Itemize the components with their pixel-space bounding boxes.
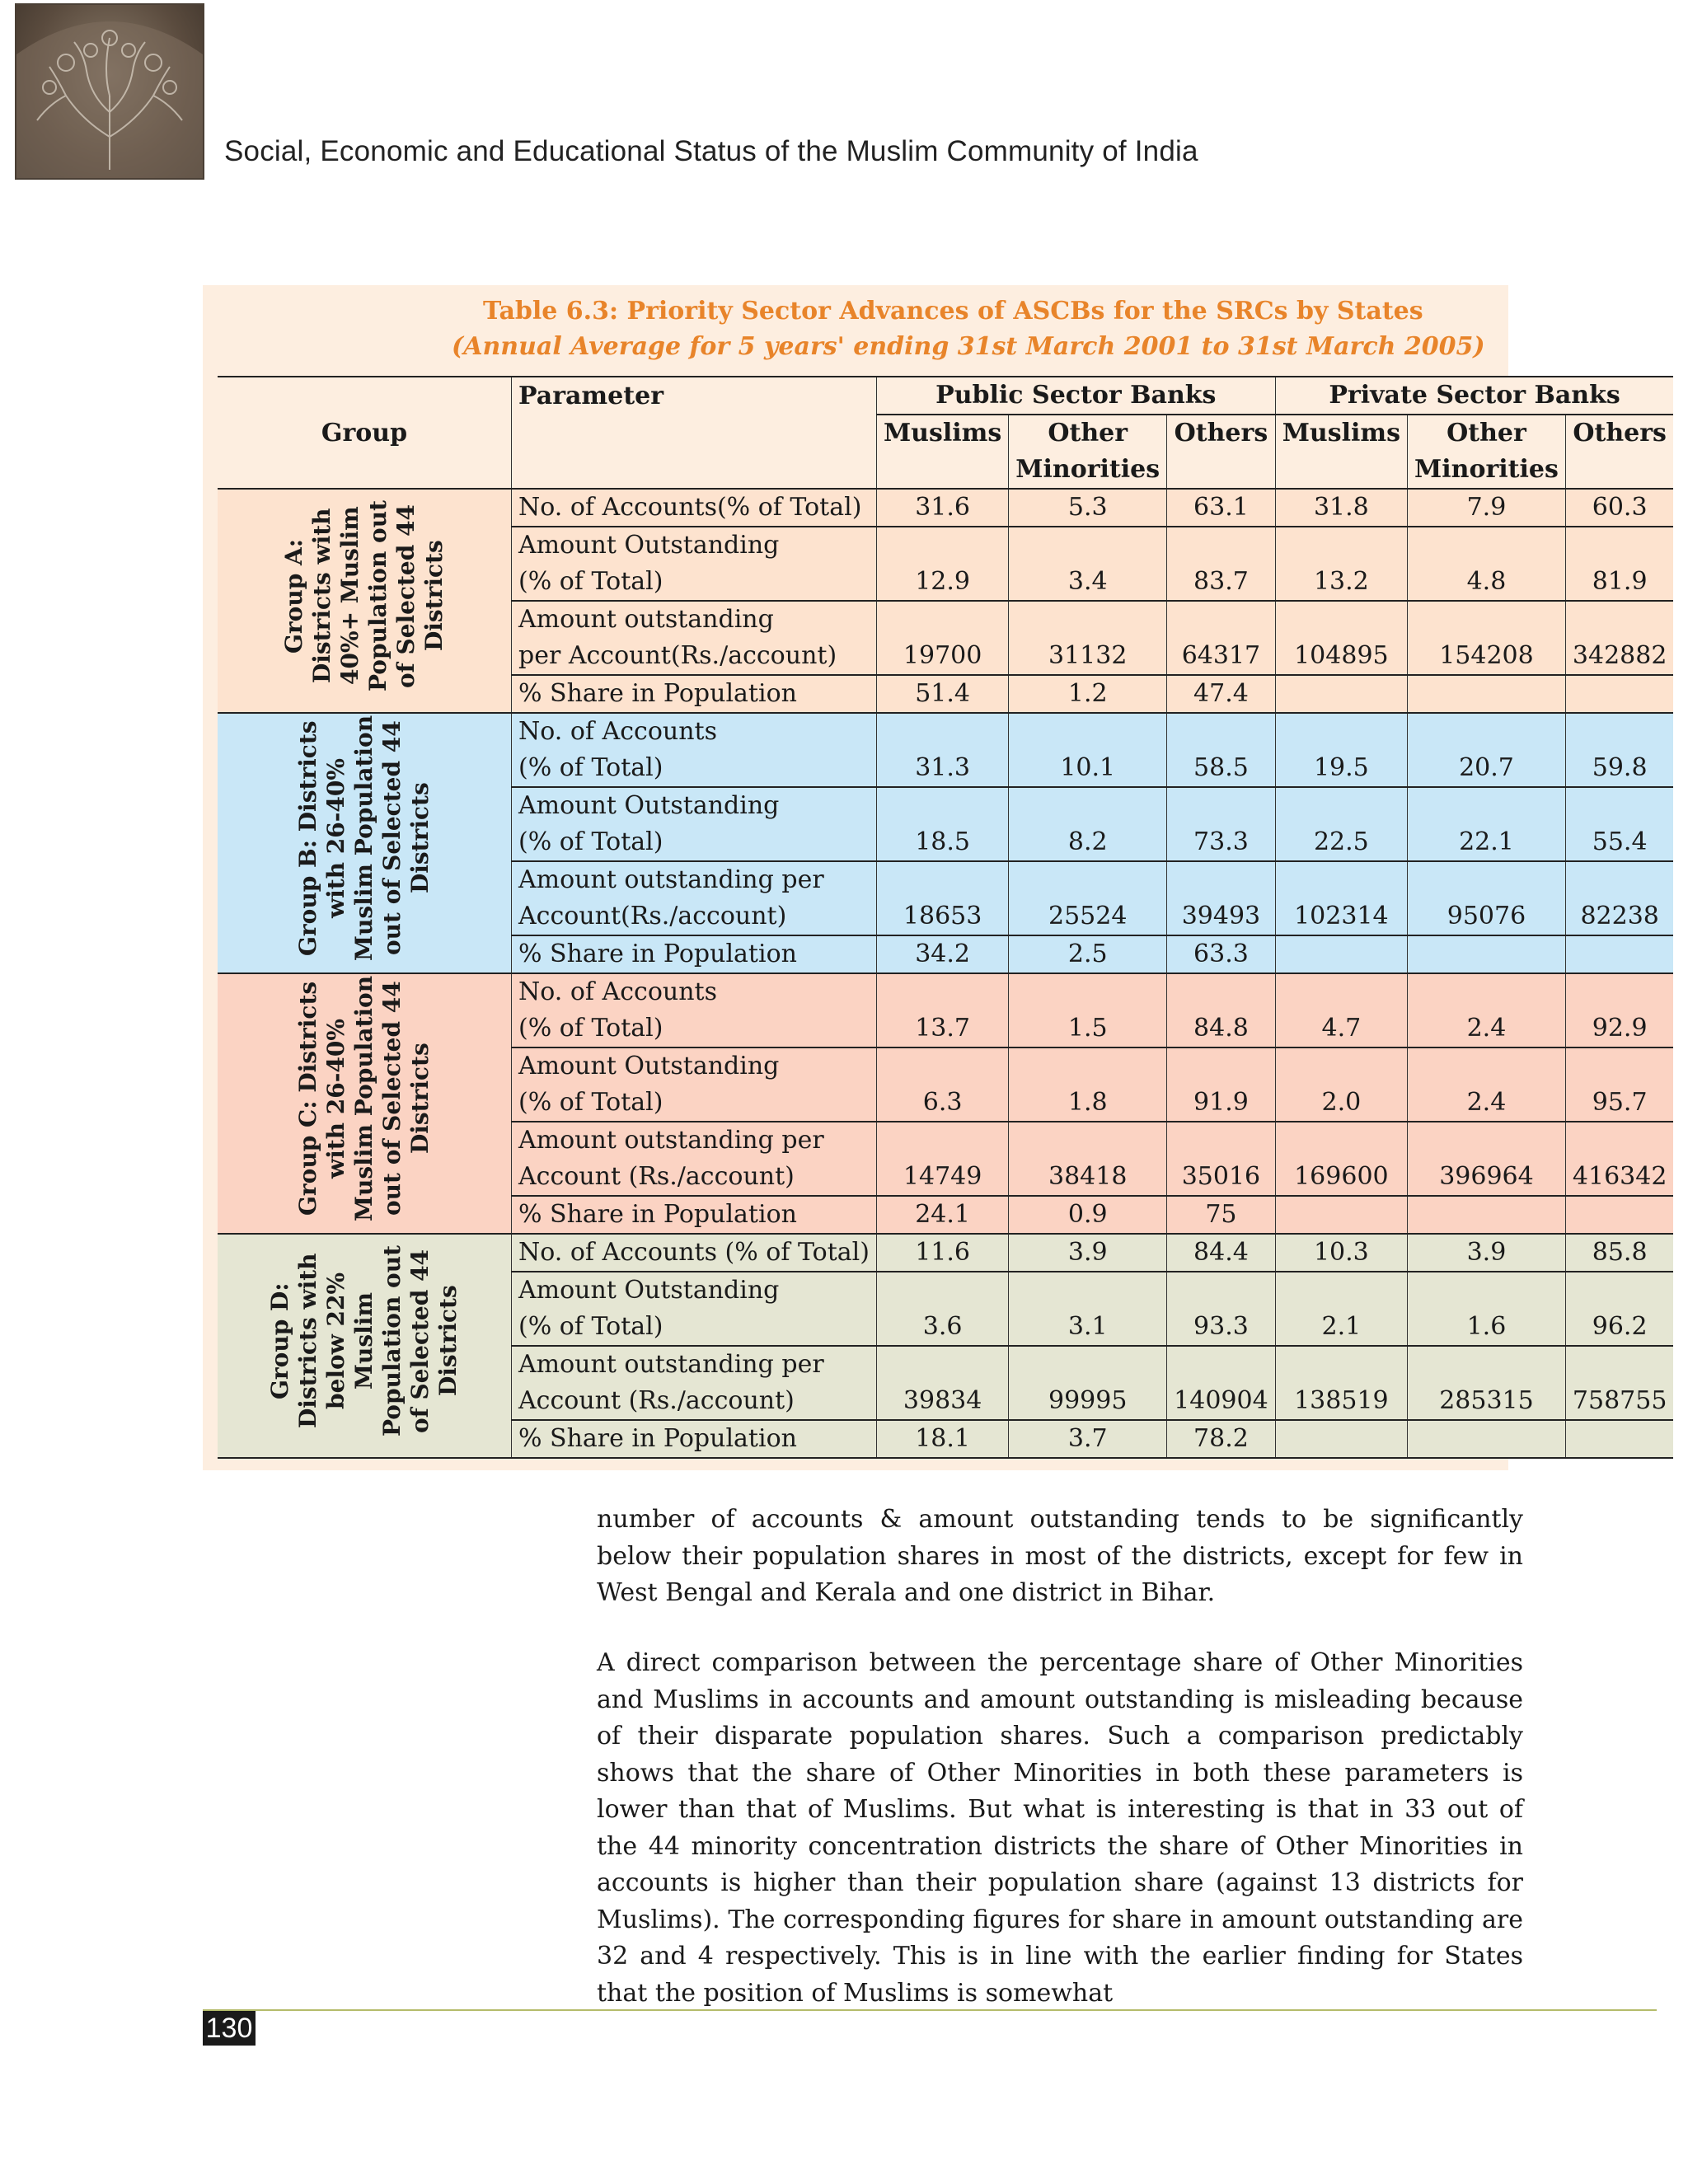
value-cell: 96.2 [1565,1309,1673,1346]
parameter-cell: Amount Outstanding [512,1272,877,1309]
value-cell [1275,675,1407,713]
value-cell: 47.4 [1167,675,1276,713]
value-cell: 59.8 [1565,750,1673,787]
value-cell: 81.9 [1565,564,1673,601]
value-cell [876,713,1008,750]
parameter-cell: No. of Accounts [512,973,877,1010]
value-cell: 39493 [1167,898,1276,935]
value-cell [1275,1272,1407,1309]
value-cell: 63.1 [1167,489,1276,527]
value-cell: 102314 [1275,898,1407,935]
value-cell: 1.5 [1009,1010,1167,1047]
value-cell: 396964 [1408,1159,1566,1196]
header-sub-col-cont: Minorities [1009,452,1167,489]
value-cell: 3.9 [1009,1234,1167,1272]
value-cell [876,973,1008,1010]
value-cell: 82238 [1565,898,1673,935]
value-cell [1408,973,1566,1010]
value-cell [1009,1346,1167,1383]
parameter-cell: (% of Total) [512,750,877,787]
value-cell: 140904 [1167,1383,1276,1420]
group-label: Group D: Districts with below 22% Muslim Population out of Selected 44 Districts [266,1244,462,1436]
value-cell: 4.7 [1275,1010,1407,1047]
value-cell [1408,861,1566,898]
value-cell [1565,527,1673,564]
value-cell: 22.1 [1408,824,1566,861]
value-cell: 95.7 [1565,1085,1673,1122]
value-cell: 2.0 [1275,1085,1407,1122]
parameter-cell: No. of Accounts (% of Total) [512,1234,877,1272]
page-number: 130 [203,2011,256,2046]
parameter-cell: Amount Outstanding [512,787,877,824]
value-cell [1167,973,1276,1010]
value-cell: 10.1 [1009,750,1167,787]
value-cell: 3.4 [1009,564,1167,601]
value-cell: 13.7 [876,1010,1008,1047]
body-paragraph: number of accounts & amount outstanding tends to be significantly below their population shares in most of the districts, except for few in West Bengal and Kerala and one district in Bihar. [597,1505,1523,1607]
header-sub-col: Other [1009,415,1167,452]
value-cell [1408,1420,1566,1458]
value-cell: 93.3 [1167,1309,1276,1346]
parameter-cell: % Share in Population [512,1420,877,1458]
value-cell: 758755 [1565,1383,1673,1420]
value-cell [1009,1122,1167,1159]
value-cell [1565,1122,1673,1159]
header-sub-col: Others [1565,415,1673,452]
value-cell: 7.9 [1408,489,1566,527]
value-cell [1565,787,1673,824]
value-cell [1009,861,1167,898]
value-cell [1408,675,1566,713]
decorative-lattice-image [15,3,204,180]
header-public-banks: Public Sector Banks [876,377,1275,415]
value-cell [1167,1122,1276,1159]
header-parameter: Parameter [512,377,877,415]
value-cell: 2.1 [1275,1309,1407,1346]
value-cell: 75 [1167,1196,1276,1234]
value-cell: 91.9 [1167,1085,1276,1122]
value-cell: 34.2 [876,935,1008,973]
value-cell [1009,787,1167,824]
value-cell: 39834 [876,1383,1008,1420]
running-header: Social, Economic and Educational Status of the Muslim Community of India [224,135,1198,167]
parameter-cell: Amount Outstanding [512,1047,877,1085]
value-cell: 95076 [1408,898,1566,935]
value-cell: 64317 [1167,638,1276,675]
value-cell: 83.7 [1167,564,1276,601]
value-cell [1565,601,1673,638]
value-cell: 25524 [1009,898,1167,935]
value-cell: 285315 [1408,1383,1566,1420]
value-cell [1167,713,1276,750]
value-cell [1275,935,1407,973]
value-cell [876,1047,1008,1085]
value-cell: 92.9 [1565,1010,1673,1047]
value-cell: 31132 [1009,638,1167,675]
value-cell: 51.4 [876,675,1008,713]
value-cell: 14749 [876,1159,1008,1196]
value-cell [1167,1047,1276,1085]
table-row [218,489,1673,527]
value-cell: 58.5 [1167,750,1276,787]
value-cell: 18.1 [876,1420,1008,1458]
value-cell [1408,1196,1566,1234]
value-cell [876,1346,1008,1383]
parameter-cell: Account(Rs./account) [512,898,877,935]
group-label: Group A: Districts with 40%+ Muslim Population out of Selected 44 Districts [280,499,448,691]
value-cell: 78.2 [1167,1420,1276,1458]
parameter-cell: % Share in Population [512,1196,877,1234]
value-cell: 3.7 [1009,1420,1167,1458]
value-cell [1009,973,1167,1010]
value-cell: 1.6 [1408,1309,1566,1346]
value-cell [1009,713,1167,750]
value-cell [1565,713,1673,750]
value-cell: 18653 [876,898,1008,935]
value-cell: 3.1 [1009,1309,1167,1346]
parameter-cell: Amount outstanding [512,601,877,638]
value-cell: 2.4 [1408,1085,1566,1122]
value-cell: 22.5 [1275,824,1407,861]
value-cell [1275,1196,1407,1234]
parameter-cell: Amount outstanding per [512,1346,877,1383]
value-cell [876,601,1008,638]
table-subtitle: (Annual Average for 5 years' ending 31st March 2001 to 31st March 2005) [452,332,1485,361]
value-cell: 3.9 [1408,1234,1566,1272]
value-cell [1408,1047,1566,1085]
header-sub-col: Muslims [876,415,1008,452]
value-cell [1275,527,1407,564]
value-cell [1408,1122,1566,1159]
parameter-cell: per Account(Rs./account) [512,638,877,675]
value-cell: 38418 [1009,1159,1167,1196]
value-cell [876,1272,1008,1309]
value-cell: 31.8 [1275,489,1407,527]
value-cell [1565,1196,1673,1234]
parameter-cell: Amount outstanding per [512,861,877,898]
header-sub-col: Other [1408,415,1566,452]
parameter-cell: Account (Rs./account) [512,1159,877,1196]
parameter-cell: % Share in Population [512,935,877,973]
table-row [218,713,1673,750]
header-sub-col-cont: Minorities [1408,452,1566,489]
value-cell [1275,1420,1407,1458]
value-cell: 6.3 [876,1085,1008,1122]
value-cell [1565,1047,1673,1085]
value-cell: 19700 [876,638,1008,675]
parameter-cell: Amount outstanding per [512,1122,877,1159]
value-cell [1565,973,1673,1010]
value-cell [876,527,1008,564]
value-cell [1275,861,1407,898]
value-cell: 2.4 [1408,1010,1566,1047]
value-cell [1009,601,1167,638]
value-cell [1408,713,1566,750]
value-cell [1275,601,1407,638]
value-cell: 84.4 [1167,1234,1276,1272]
table-row [218,1234,1673,1272]
value-cell: 85.8 [1565,1234,1673,1272]
value-cell [1565,675,1673,713]
parameter-cell: (% of Total) [512,824,877,861]
group-label: Group B: Districts with 26-40% Muslim Population out of Selected 44 Districts [294,715,434,961]
value-cell: 12.9 [876,564,1008,601]
value-cell: 35016 [1167,1159,1276,1196]
table-title: Table 6.3: Priority Sector Advances of ASCBs for the SRCs by States [483,297,1423,326]
value-cell: 2.5 [1009,935,1167,973]
value-cell: 10.3 [1275,1234,1407,1272]
value-cell [1275,1122,1407,1159]
value-cell [1408,601,1566,638]
value-cell: 4.8 [1408,564,1566,601]
value-cell [1009,1047,1167,1085]
table-row [218,973,1673,1010]
parameter-cell: % Share in Population [512,675,877,713]
value-cell: 154208 [1408,638,1566,675]
value-cell: 3.6 [876,1309,1008,1346]
value-cell: 24.1 [876,1196,1008,1234]
value-cell [1275,1047,1407,1085]
value-cell [1167,601,1276,638]
value-cell [1408,1272,1566,1309]
value-cell [1565,1420,1673,1458]
value-cell: 342882 [1565,638,1673,675]
value-cell [876,861,1008,898]
value-cell: 20.7 [1408,750,1566,787]
parameter-cell: (% of Total) [512,564,877,601]
header-sub-col: Others [1167,415,1276,452]
value-cell: 55.4 [1565,824,1673,861]
value-cell [1408,1346,1566,1383]
value-cell: 60.3 [1565,489,1673,527]
body-paragraph: A direct comparison between the percentage share of Other Minorities and Muslims in accounts and amount outstanding is misleading because of their disparate population shares. Such a comparison predictably shows that the share of Other Minorities in both these parameters is lower than that of Muslims. But what is interesting is that in 33 out of the 44 minority concentration districts the share of Other Minorities in accounts is higher than their population share (against 13 districts for Muslims). The corresponding figures for share in amount outstanding are 32 and 4 respectively. This is in line with the earlier finding for States that the position of Muslims is somewhat [597,1648,1523,2008]
value-cell: 104895 [1275,638,1407,675]
value-cell: 73.3 [1167,824,1276,861]
value-cell [1167,1272,1276,1309]
parameter-cell: (% of Total) [512,1309,877,1346]
value-cell [876,1122,1008,1159]
parameter-cell: (% of Total) [512,1085,877,1122]
value-cell [1565,1272,1673,1309]
parameter-cell: No. of Accounts [512,713,877,750]
value-cell [1408,527,1566,564]
value-cell [1565,1346,1673,1383]
value-cell [1275,1346,1407,1383]
value-cell: 99995 [1009,1383,1167,1420]
value-cell: 8.2 [1009,824,1167,861]
value-cell: 0.9 [1009,1196,1167,1234]
value-cell: 1.8 [1009,1085,1167,1122]
value-cell [1275,973,1407,1010]
footer-rule [203,2009,1657,2011]
value-cell [1565,935,1673,973]
parameter-cell: No. of Accounts(% of Total) [512,489,877,527]
priority-sector-table [218,376,1673,1459]
parameter-cell: Amount Outstanding [512,527,877,564]
parameter-cell: Account (Rs./account) [512,1383,877,1420]
parameter-cell: (% of Total) [512,1010,877,1047]
value-cell: 31.6 [876,489,1008,527]
value-cell: 138519 [1275,1383,1407,1420]
value-cell [1167,527,1276,564]
value-cell: 84.8 [1167,1010,1276,1047]
header-private-banks: Private Sector Banks [1275,377,1673,415]
value-cell [1009,527,1167,564]
value-cell [1408,935,1566,973]
value-cell [1167,861,1276,898]
value-cell [1275,713,1407,750]
value-cell: 1.2 [1009,675,1167,713]
value-cell: 11.6 [876,1234,1008,1272]
value-cell [1167,1346,1276,1383]
value-cell [1167,787,1276,824]
value-cell [1009,1272,1167,1309]
value-cell [1408,787,1566,824]
value-cell: 31.3 [876,750,1008,787]
group-label: Group C: Districts with 26-40% Muslim Population out of Selected 44 Districts [294,975,434,1221]
header-sub-col: Muslims [1275,415,1407,452]
value-cell: 5.3 [1009,489,1167,527]
header-group: Group [321,419,408,448]
value-cell: 18.5 [876,824,1008,861]
value-cell: 169600 [1275,1159,1407,1196]
value-cell: 63.3 [1167,935,1276,973]
value-cell: 19.5 [1275,750,1407,787]
value-cell [876,787,1008,824]
value-cell: 13.2 [1275,564,1407,601]
value-cell [1565,861,1673,898]
value-cell: 416342 [1565,1159,1673,1196]
value-cell [1275,787,1407,824]
